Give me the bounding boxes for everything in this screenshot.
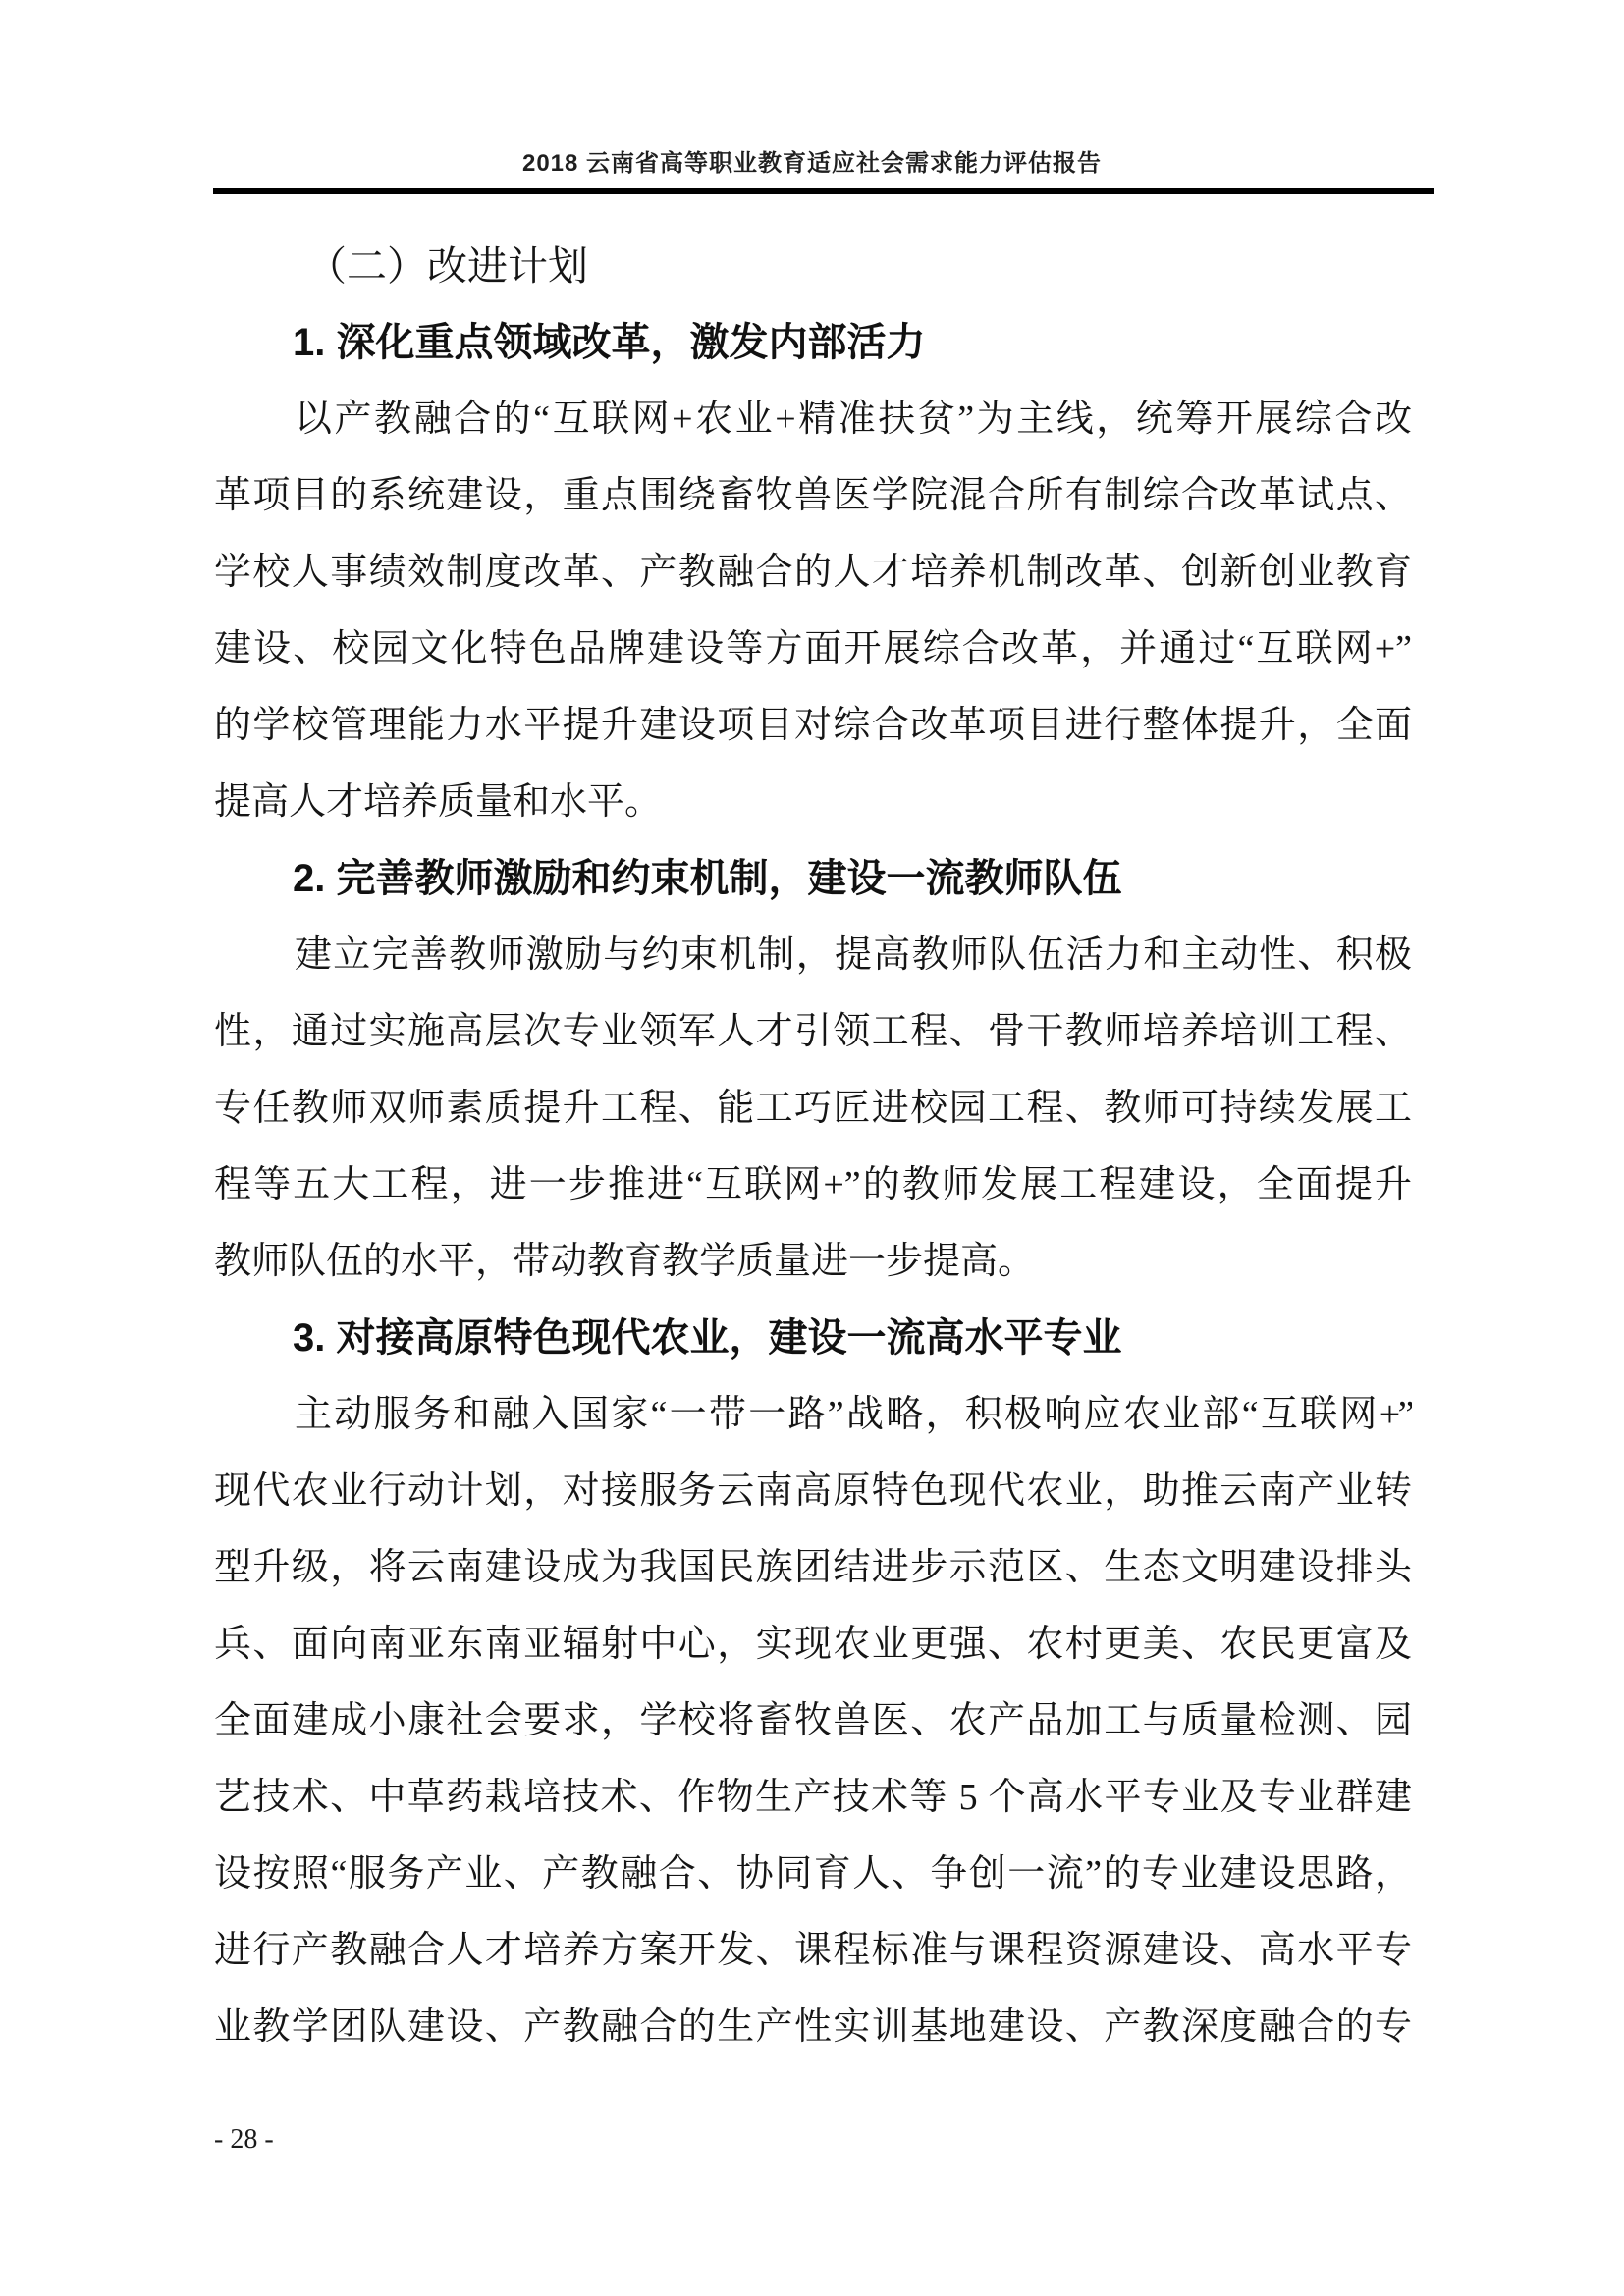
paragraph-2 <box>214 917 1412 1300</box>
paragraph-line: 主动服务和融入国家“一带一路”战略，积极响应农业部“互联网+” <box>295 1394 1412 1435</box>
paragraph-line: 程等五大工程，进一步推进“互联网+”的教师发展工程建设，全面提升 <box>214 1164 1412 1205</box>
subsection-heading-1: 1. 深化重点领域改革，激发内部活力 <box>293 321 926 364</box>
header-rule <box>213 188 1434 194</box>
paragraph-line: 建立完善教师激励与约束机制，提高教师队伍活力和主动性、积极 <box>295 934 1412 976</box>
paragraph-line: 革项目的系统建设，重点围绕畜牧兽医学院混合所有制综合改革试点、 <box>214 475 1412 516</box>
paragraph-line: 进行产教融合人才培养方案开发、课程标准与课程资源建设、高水平专 <box>214 1930 1412 1971</box>
paragraph-line: 的学校管理能力水平提升建设项目对综合改革项目进行整体提升，全面 <box>214 705 1412 746</box>
paragraph-line: 艺技术、中草药栽培技术、作物生产技术等 5 个高水平专业及专业群建 <box>214 1777 1412 1818</box>
paragraph-line: 学校人事绩效制度改革、产教融合的人才培养机制改革、创新创业教育 <box>214 552 1412 593</box>
paragraph-line: 专任教师双师素质提升工程、能工巧匠进校园工程、教师可持续发展工 <box>214 1088 1412 1129</box>
subsection-heading-3: 3. 对接高原特色现代农业，建设一流高水平专业 <box>293 1316 1122 1360</box>
page-header-title: 2018 云南省高等职业教育适应社会需求能力评估报告 <box>521 150 1103 177</box>
section-title: （二）改进计划 <box>306 243 588 289</box>
paragraph-line: 性，通过实施高层次专业领军人才引领工程、骨干教师培养培训工程、 <box>214 1011 1412 1052</box>
subsection-heading-2: 2. 完善教师激励和约束机制，建设一流教师队伍 <box>293 857 1122 900</box>
paragraph-line: 建设、校园文化特色品牌建设等方面开展综合改革，并通过“互联网+” <box>214 628 1412 669</box>
page-number: - 28 - <box>214 2124 274 2155</box>
paragraph-1 <box>214 381 1412 840</box>
paragraph-line: 业教学团队建设、产教融合的生产性实训基地建设、产教深度融合的专 <box>214 2006 1412 2048</box>
paragraph-line: 现代农业行动计划，对接服务云南高原特色现代农业，助推云南产业转 <box>214 1470 1412 1512</box>
page-content <box>214 228 1412 2065</box>
paragraph-line: 兵、面向南亚东南亚辐射中心，实现农业更强、农村更美、农民更富及 <box>214 1624 1412 1665</box>
paragraph-line: 提高人才培养质量和水平。 <box>214 781 663 823</box>
paragraph-line: 以产教融合的“互联网+农业+精准扶贫”为主线，统筹开展综合改 <box>295 399 1412 440</box>
paragraph-line: 设按照“服务产业、产教融合、协同育人、争创一流”的专业建设思路， <box>214 1853 1412 1895</box>
paragraph-line: 全面建成小康社会要求，学校将畜牧兽医、农产品加工与质量检测、园 <box>214 1700 1412 1741</box>
paragraph-3 <box>214 1376 1412 2065</box>
paragraph-line: 教师队伍的水平，带动教育教学质量进一步提高。 <box>214 1241 1036 1282</box>
paragraph-line: 型升级，将云南建设成为我国民族团结进步示范区、生态文明建设排头 <box>214 1547 1412 1588</box>
